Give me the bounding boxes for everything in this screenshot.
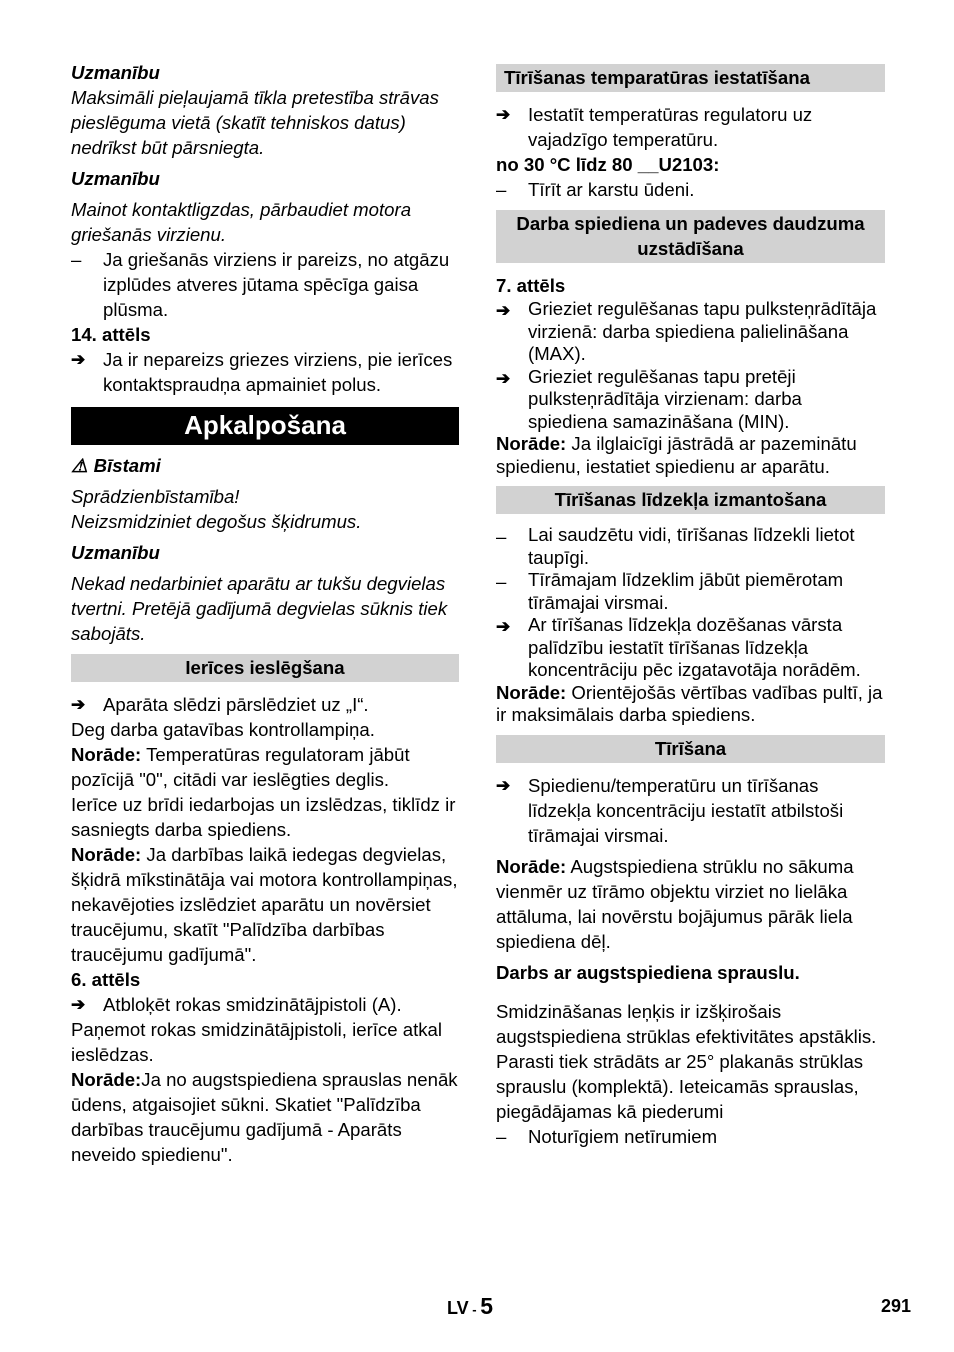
dash-marker: – <box>496 526 507 547</box>
danger-text: Neizsmidziniet degošus šķidrumus. <box>71 511 362 532</box>
arrow-icon: ➔ <box>496 105 511 124</box>
caution-text: Maksimāli pieļaujamā tīkla pretestība strāvas pieslēguma vietā (skatīt tehniskos datus) nedrīkst būt pārsniegta. <box>71 87 439 158</box>
note: Norāde: Orientējošās vērtības vadības pultī, ja ir maksimālais darba spiediens. <box>496 681 883 725</box>
dash-marker: – <box>496 1125 507 1147</box>
dash-marker: – <box>496 571 507 592</box>
instruction-item: ➔ Aparāta slēdzi pārslēdziet uz „I“. <box>71 694 369 715</box>
caution-text: Nekad nedarbiniet aparātu ar tukšu degvielas tvertni. Pretējā gadījumā degvielas sūknis tiek sabojāts. <box>71 573 448 644</box>
danger-text: Sprādzienbīstamība! <box>71 486 240 507</box>
temperature-range: no 30 °C līdz 80 __U2103: <box>496 154 720 175</box>
note: Norāde: Ja darbības laikā iedegas degvielas, šķidrā mīkstinātāja vai motora kontrollampiņas, nekavējoties izslēdziet aparātu un novērsiet traucējumu, skatīt "Palīdzība darbības traucējumu gadījumā". <box>71 844 458 965</box>
section-heading-detergent: Tīrīšanas līdzekļa izmantošana <box>496 486 885 514</box>
page-number: 291 <box>880 1296 911 1316</box>
arrow-icon: ➔ <box>496 301 511 320</box>
caution-heading: Uzmanību <box>71 542 160 563</box>
body-text: Ierīce uz brīdi iedarbojas un izslēdzas, tiklīdz ir sasniegts darba spiediens. <box>71 794 456 840</box>
subheading-high-pressure-nozzle: Darbs ar augstspiediena sprauslu. <box>496 961 800 983</box>
section-heading-pressure: Darba spiediena un padeves daudzuma uzstādīšana <box>496 210 885 263</box>
footer-separator: - <box>468 1302 481 1317</box>
note: Norāde:Ja no augstspiediena sprauslas nenāk ūdens, atgaisojiet sūkni. Skatiet "Palīdzība darbības traucējumu gadījumā - Aparāts neveido spiedienu". <box>71 1069 458 1165</box>
main-section-heading: Apkalpošana <box>71 407 459 445</box>
body-text: Smidzināšanas leņķis ir izšķirošais augstspiediena strūklas efektivitātes apstāklis. Parasti tiek strādāts ar 25° plakanās strūklas sprauslu (komplektā). Ieteicamās sprauslas, piegādājamas kā piederumi <box>496 1000 877 1122</box>
section-heading-switch-on: Ierīces ieslēgšana <box>71 654 459 682</box>
body-text: Paņemot rokas smidzinātājpistoli, ierīce atkal ieslēdzas. <box>71 1019 443 1065</box>
instruction-item: ➔ Grieziet regulēšanas tapu pulksteņrādītāja virzienā: darba spiediena palielināšana (MAX). <box>496 298 877 364</box>
figure-reference: 14. attēls <box>71 324 151 345</box>
instruction-item: ➔ Iestatīt temperatūras regulatoru uz vajadzīgo temperatūru. <box>496 104 813 150</box>
dash-marker: – <box>496 179 507 200</box>
dash-item: – Tīrāmajam līdzeklim jābūt piemērotam tīrāmajai virsmai. <box>496 569 844 613</box>
page-footer-section <box>447 1294 493 1322</box>
dash-item: – Noturīgiem netīrumiem <box>496 1125 718 1147</box>
arrow-icon: ➔ <box>71 350 86 369</box>
instruction-item: ➔ Spiedienu/temperatūru un tīrīšanas līdzekļa koncentrāciju iestatīt atbilstoši tīrāmajai virsmai. <box>496 774 844 846</box>
dash-item: – Tīrīt ar karstu ūdeni. <box>496 179 695 200</box>
dash-item: – Lai saudzētu vidi, tīrīšanas līdzekli lietot taupīgi. <box>496 524 855 568</box>
arrow-icon: ➔ <box>496 617 511 636</box>
caution-heading: Uzmanību <box>71 168 160 189</box>
dash-item: – Ja griešanās virziens ir pareizs, no atgāzu izplūdes atveres jūtama spēcīga gaisa plūsma. <box>71 249 450 320</box>
figure-reference: 6. attēls <box>71 969 141 990</box>
note: Norāde: Temperatūras regulatoram jābūt pozīcijā "0", citādi var ieslēgties deglis. <box>71 744 410 790</box>
right-column <box>496 62 885 1149</box>
caution-text: Mainot kontaktligzdas, pārbaudiet motora griešanās virzienu. <box>71 199 412 245</box>
instruction-item: ➔ Atbloķēt rokas smidzinātājpistoli (A). <box>71 994 402 1015</box>
arrow-icon: ➔ <box>71 695 86 714</box>
instruction-item: ➔ Ar tīrīšanas līdzekļa dozēšanas vārsta palīdzību iestatīt tīrīšanas līdzekļa koncentrāciju pēc izgatavotāja norādēm. <box>496 614 861 680</box>
language-code: LV <box>447 1298 469 1318</box>
arrow-icon: ➔ <box>496 775 511 795</box>
figure-reference: 7. attēls <box>496 275 566 296</box>
note: Norāde: Ja ilglaicīgi jāstrādā ar pazeminātu spiedienu, iestatiet spiedienu ar aparātu. <box>496 433 857 477</box>
section-heading-temperature: Tīrīšanas temparatūras iestatīšana <box>496 64 885 92</box>
section-heading-cleaning: Tīrīšana <box>496 735 885 763</box>
dash-marker: – <box>71 249 82 270</box>
arrow-icon: ➔ <box>496 368 511 388</box>
left-column <box>71 60 459 1167</box>
arrow-icon: ➔ <box>71 995 86 1014</box>
warning-triangle-icon: ⚠ <box>71 455 88 476</box>
section-number: 5 <box>480 1293 494 1319</box>
caution-heading: Uzmanību <box>71 62 160 83</box>
note: Norāde: Augstspiediena strūklu no sākuma vienmēr uz tīrāmo objektu virziet no lielāka attāluma, lai novērstu bojājumus pārāk liela spiediena dēļ. <box>496 855 854 952</box>
instruction-item: ➔ Grieziet regulēšanas tapu pretēji pulksteņrādītāja virzienam: darba spiediena samazināšana (MIN). <box>496 365 802 432</box>
body-text: Deg darba gatavības kontrollampiņa. <box>71 719 375 740</box>
instruction-item: ➔ Ja ir nepareizs griezes virziens, pie ierīces kontaktspraudņa apmainiet polus. <box>71 349 453 395</box>
danger-heading: ⚠ Bīstami <box>71 455 161 476</box>
